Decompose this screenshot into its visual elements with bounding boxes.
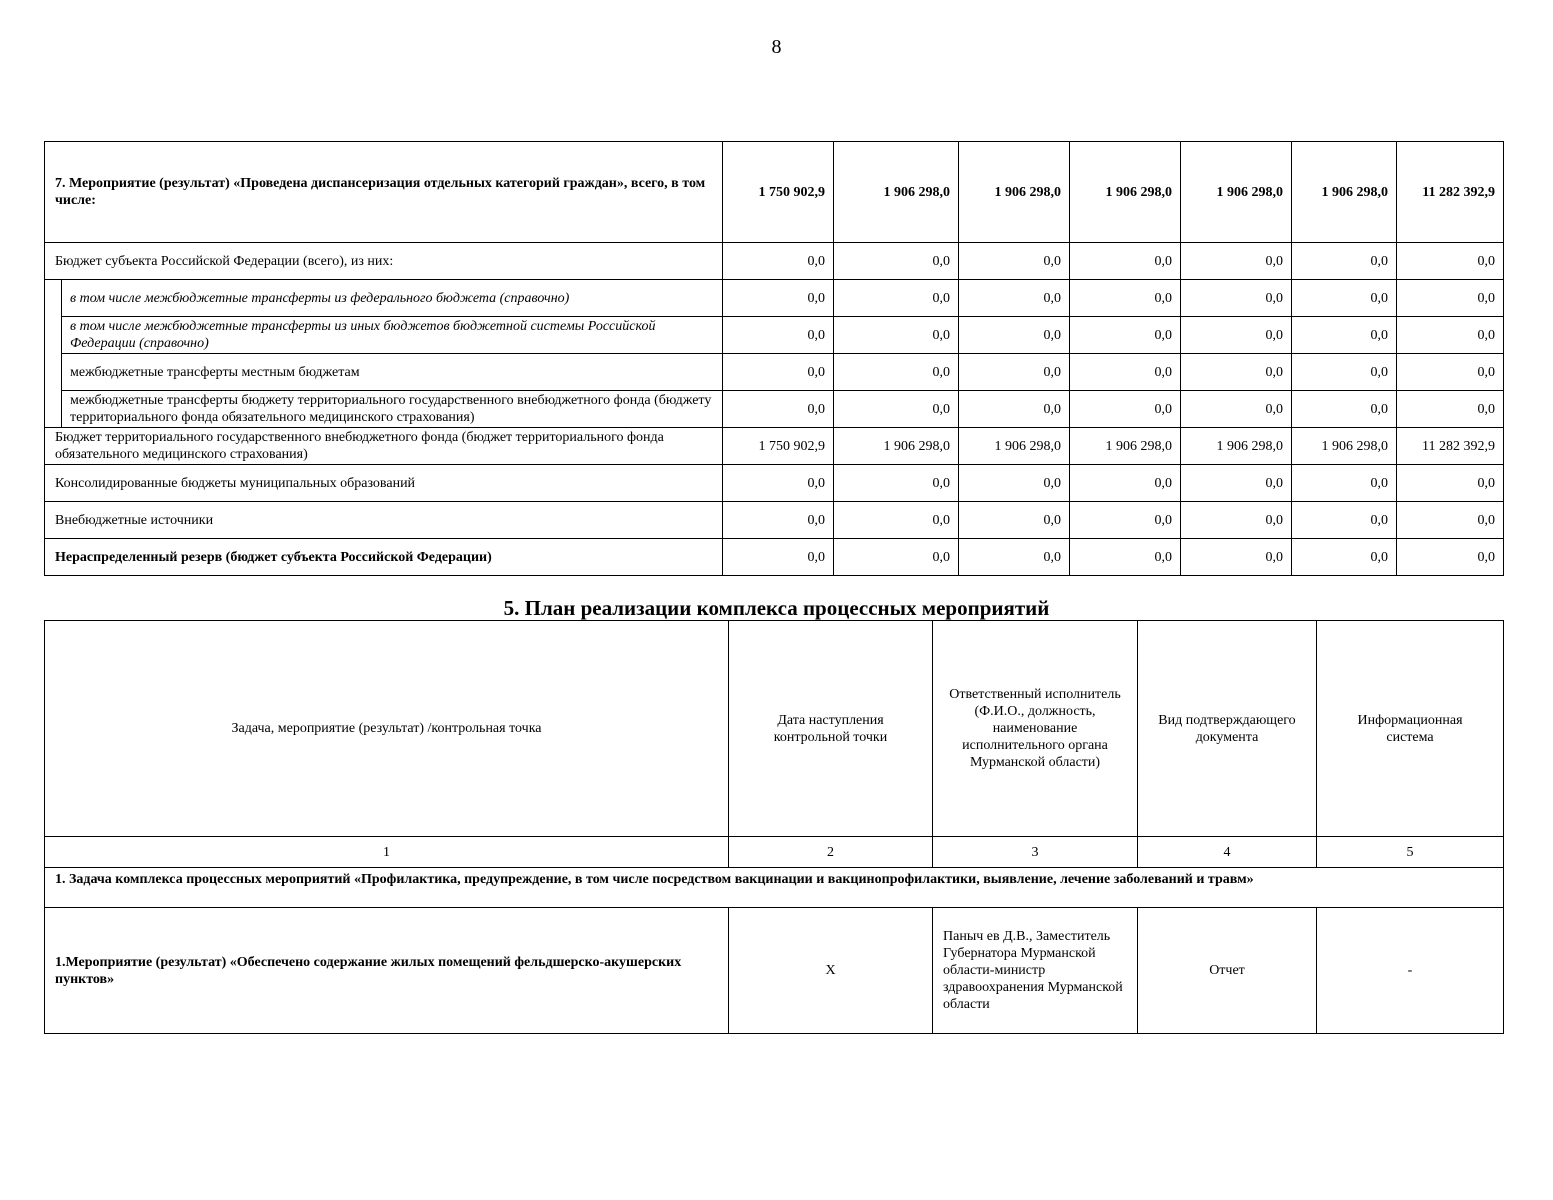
value-cell: 0,0 bbox=[723, 465, 834, 502]
value-cell: 0,0 bbox=[723, 391, 834, 428]
value-cell: 0,0 bbox=[1292, 317, 1397, 354]
value-cell: 0,0 bbox=[1070, 280, 1181, 317]
value-cell: 1 906 298,0 bbox=[1292, 142, 1397, 243]
value-cell: 0,0 bbox=[1181, 465, 1292, 502]
value-cell: 0,0 bbox=[834, 391, 959, 428]
header-cell: Вид подтверждающего документа bbox=[1138, 621, 1317, 837]
column-number: 4 bbox=[1138, 837, 1317, 868]
value-cell: 0,0 bbox=[1181, 354, 1292, 391]
value-cell: 0,0 bbox=[959, 280, 1070, 317]
value-cell: 0,0 bbox=[834, 243, 959, 280]
value-cell: 0,0 bbox=[1397, 502, 1504, 539]
value-cell: 1 906 298,0 bbox=[1292, 428, 1397, 465]
value-cell: 0,0 bbox=[723, 317, 834, 354]
value-cell: 0,0 bbox=[959, 354, 1070, 391]
indent-cell bbox=[45, 280, 62, 317]
value-cell: 0,0 bbox=[1070, 465, 1181, 502]
value-cell: 0,0 bbox=[834, 317, 959, 354]
value-cell: 0,0 bbox=[1070, 502, 1181, 539]
header-cell: Информационная система bbox=[1317, 621, 1504, 837]
activity-system: - bbox=[1317, 908, 1504, 1034]
value-cell: 0,0 bbox=[1181, 502, 1292, 539]
indent-cell bbox=[45, 354, 62, 391]
activity-name: 1.Мероприятие (результат) «Обеспечено содержание жилых помещений фельдшерско-акушерских пунктов» bbox=[45, 908, 729, 1034]
plan-task-row bbox=[45, 868, 1504, 908]
value-cell: 1 906 298,0 bbox=[1070, 428, 1181, 465]
indent-cell bbox=[45, 391, 62, 428]
value-cell: 0,0 bbox=[1292, 280, 1397, 317]
budget-row-territorial-fund-budget bbox=[45, 428, 1504, 465]
row-label: Бюджет субъекта Российской Федерации (всего), из них: bbox=[45, 243, 723, 280]
value-cell: 0,0 bbox=[1292, 354, 1397, 391]
value-cell: 0,0 bbox=[834, 354, 959, 391]
row-label: Внебюджетные источники bbox=[45, 502, 723, 539]
value-cell: 1 906 298,0 bbox=[959, 428, 1070, 465]
value-cell: 0,0 bbox=[1181, 280, 1292, 317]
row-label: Консолидированные бюджеты муниципальных образований bbox=[45, 465, 723, 502]
budget-row-subject bbox=[45, 243, 1504, 280]
row-label: Нераспределенный резерв (бюджет субъекта Российской Федерации) bbox=[45, 539, 723, 576]
column-number: 1 bbox=[45, 837, 729, 868]
value-cell: 0,0 bbox=[959, 243, 1070, 280]
activity-executor: Паныч ев Д.В., Заместитель Губернатора Мурманской области-министр здравоохранения Мурманской области bbox=[933, 908, 1138, 1034]
row-label: 7. Мероприятие (результат) «Проведена диспансеризация отдельных категорий граждан», всего, в том числе: bbox=[45, 142, 723, 243]
value-cell: 0,0 bbox=[1070, 391, 1181, 428]
value-cell: 0,0 bbox=[1070, 539, 1181, 576]
value-cell: 0,0 bbox=[1292, 243, 1397, 280]
value-cell: 0,0 bbox=[1397, 391, 1504, 428]
column-number: 5 bbox=[1317, 837, 1504, 868]
column-number: 2 bbox=[729, 837, 933, 868]
value-cell: 1 750 902,9 bbox=[723, 428, 834, 465]
value-cell: 0,0 bbox=[1397, 280, 1504, 317]
value-cell: 1 906 298,0 bbox=[959, 142, 1070, 243]
value-cell: 0,0 bbox=[1292, 502, 1397, 539]
value-cell: 0,0 bbox=[959, 465, 1070, 502]
value-cell: 1 906 298,0 bbox=[1070, 142, 1181, 243]
value-cell: 0,0 bbox=[959, 502, 1070, 539]
budget-row-municipal bbox=[45, 465, 1504, 502]
budget-row-extrabudgetary bbox=[45, 502, 1504, 539]
budget-row-territorial-fund-transfers bbox=[45, 391, 1504, 428]
value-cell: 0,0 bbox=[1292, 465, 1397, 502]
value-cell: 0,0 bbox=[723, 502, 834, 539]
value-cell: 1 906 298,0 bbox=[834, 428, 959, 465]
task-title: 1. Задача комплекса процессных мероприятий «Профилактика, предупреждение, в том числе посредством вакцинации и вакцинопрофилактики, выявление, лечение заболеваний и травм» bbox=[45, 868, 1504, 908]
value-cell: 0,0 bbox=[834, 280, 959, 317]
value-cell: 1 750 902,9 bbox=[723, 142, 834, 243]
budget-row-main bbox=[45, 142, 1504, 243]
value-cell: 0,0 bbox=[1397, 317, 1504, 354]
column-number: 3 bbox=[933, 837, 1138, 868]
budget-table bbox=[44, 141, 1504, 576]
value-cell: 0,0 bbox=[959, 391, 1070, 428]
value-cell: 0,0 bbox=[1181, 243, 1292, 280]
header-cell: Дата наступления контрольной точки bbox=[729, 621, 933, 837]
activity-date: Х bbox=[729, 908, 933, 1034]
header-cell: Задача, мероприятие (результат) /контрольная точка bbox=[45, 621, 729, 837]
value-cell: 1 906 298,0 bbox=[1181, 428, 1292, 465]
value-cell: 0,0 bbox=[834, 539, 959, 576]
value-cell: 0,0 bbox=[1181, 539, 1292, 576]
budget-row-reserve bbox=[45, 539, 1504, 576]
row-label: Бюджет территориального государственного внебюджетного фонда (бюджет территориального фонда обязательного медицинского страхования) bbox=[45, 428, 723, 465]
value-cell: 0,0 bbox=[723, 243, 834, 280]
plan-column-numbers-row bbox=[45, 837, 1504, 868]
value-cell: 0,0 bbox=[834, 502, 959, 539]
value-cell: 0,0 bbox=[1397, 539, 1504, 576]
value-cell: 0,0 bbox=[1397, 354, 1504, 391]
row-label: межбюджетные трансферты бюджету территориального государственного внебюджетного фонда (бюджету территориального фонда обязательного медицинского страхования) bbox=[62, 391, 723, 428]
value-cell: 0,0 bbox=[1070, 354, 1181, 391]
row-label: межбюджетные трансферты местным бюджетам bbox=[62, 354, 723, 391]
value-cell: 0,0 bbox=[1070, 317, 1181, 354]
value-cell: 0,0 bbox=[1292, 391, 1397, 428]
value-cell: 0,0 bbox=[834, 465, 959, 502]
section-title: 5. План реализации комплекса процессных мероприятий bbox=[503, 596, 1050, 620]
value-cell: 0,0 bbox=[1070, 243, 1181, 280]
plan-header-row bbox=[45, 621, 1504, 837]
page-number: 8 bbox=[771, 36, 782, 58]
plan-activity-row bbox=[45, 908, 1504, 1034]
activity-document: Отчет bbox=[1138, 908, 1317, 1034]
header-cell: Ответственный исполнитель (Ф.И.О., должность, наименование исполнительного органа Мурманской области) bbox=[933, 621, 1138, 837]
value-cell: 0,0 bbox=[723, 539, 834, 576]
value-cell: 1 906 298,0 bbox=[1181, 142, 1292, 243]
budget-row-other-transfers bbox=[45, 317, 1504, 354]
value-cell: 0,0 bbox=[959, 539, 1070, 576]
value-cell: 0,0 bbox=[1181, 317, 1292, 354]
value-cell: 0,0 bbox=[959, 317, 1070, 354]
budget-row-local-transfers bbox=[45, 354, 1504, 391]
value-cell: 11 282 392,9 bbox=[1397, 428, 1504, 465]
value-cell: 0,0 bbox=[723, 354, 834, 391]
budget-row-federal-transfers bbox=[45, 280, 1504, 317]
value-cell: 0,0 bbox=[723, 280, 834, 317]
plan-table bbox=[44, 620, 1504, 1034]
value-cell: 11 282 392,9 bbox=[1397, 142, 1504, 243]
value-cell: 1 906 298,0 bbox=[834, 142, 959, 243]
row-label: в том числе межбюджетные трансферты из иных бюджетов бюджетной системы Российской Федерации (справочно) bbox=[62, 317, 723, 354]
row-label: в том числе межбюджетные трансферты из федерального бюджета (справочно) bbox=[62, 280, 723, 317]
indent-cell bbox=[45, 317, 62, 354]
value-cell: 0,0 bbox=[1397, 243, 1504, 280]
value-cell: 0,0 bbox=[1397, 465, 1504, 502]
value-cell: 0,0 bbox=[1181, 391, 1292, 428]
value-cell: 0,0 bbox=[1292, 539, 1397, 576]
